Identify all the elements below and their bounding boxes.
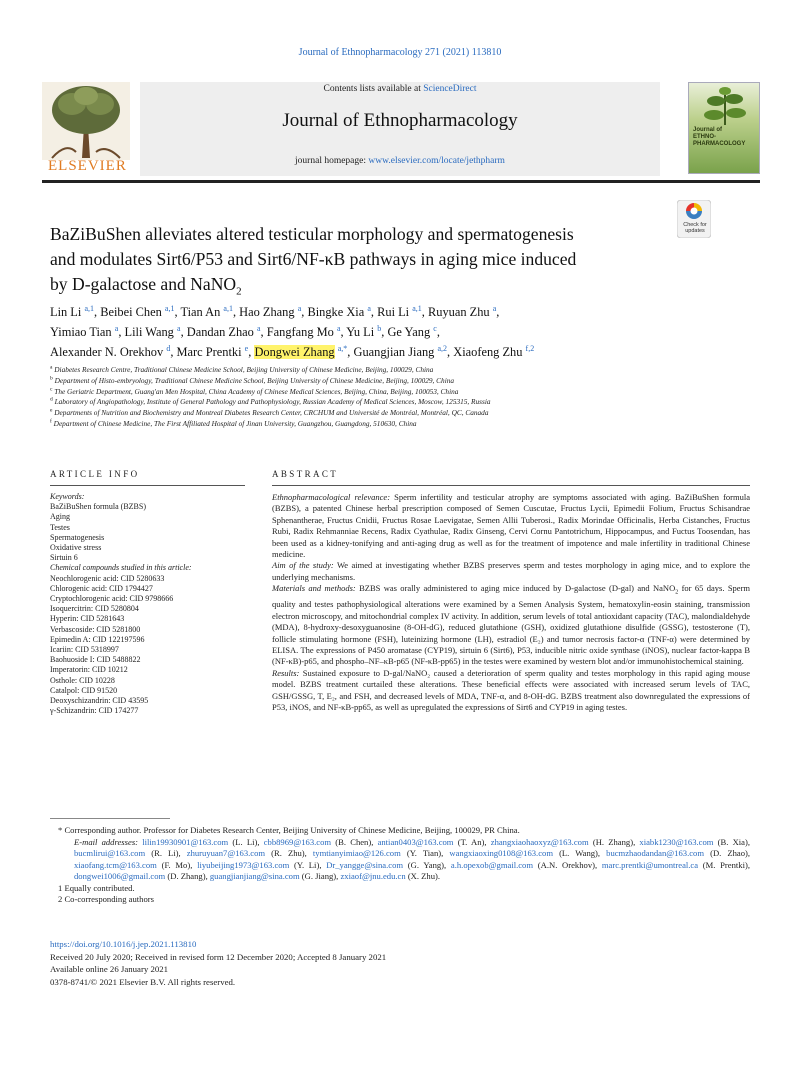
email-owner: (D. Zhao) [710, 848, 748, 858]
author-name: Lili Wang [124, 325, 174, 339]
author-affiliation-mark[interactable]: a,1 [223, 303, 233, 313]
author-name: Yu Li [346, 325, 375, 339]
email-link[interactable]: bucmlirui@163.com [74, 848, 146, 858]
contents-prefix: Contents lists available at [323, 84, 424, 94]
compound: Osthole: CID 10228 [50, 675, 115, 685]
author[interactable]: Yu Li $^b$, [346, 323, 388, 339]
journal-reference[interactable]: Journal of Ethnopharmacology 271 (2021) 113810 [298, 47, 502, 58]
affiliation [50, 387, 750, 398]
email-owner: (F. Mo) [161, 859, 191, 870]
author[interactable]: Ruyuan Zhu $^a$, [428, 303, 500, 319]
author-name: Marc Prentki [176, 345, 242, 359]
email-owner: (G. Yang) [407, 859, 445, 870]
author[interactable]: Bingke Xia $^a$, [307, 303, 378, 319]
affiliation [50, 376, 750, 387]
compound: γ-Schizandrin: CID 174277 [50, 706, 139, 716]
affiliation-text: Diabetes Research Centre, Traditional Chinese Medicine School, Beijing University of Chinese Medicine, Beijing, 100029, China [54, 365, 434, 374]
abstract-section-label: Aim of the study: [272, 560, 334, 571]
title-text: by D-galactose and NaNO [50, 274, 237, 294]
author-name: Lin Li [50, 305, 82, 319]
compounds-label: Chemical compounds studied in this article: [50, 563, 192, 573]
homepage-prefix: journal homepage: [295, 156, 369, 166]
keyword: Oxidative stress [50, 543, 102, 553]
sciencedirect-link[interactable]: ScienceDirect [423, 84, 477, 94]
corresponding-author[interactable]: Dongwei Zhang $^{a,*}$, [254, 343, 354, 359]
abstract-rule [272, 485, 750, 486]
author[interactable]: Guangjian Jiang $^{a,2}$, [353, 343, 454, 359]
author-affiliation-mark[interactable]: a [367, 303, 371, 313]
keyword: Testes [50, 522, 70, 532]
keywords-panel [50, 492, 245, 716]
abstract-relevance [272, 492, 750, 560]
author[interactable]: Beibei Chen $^{a,1}$, [100, 303, 181, 319]
journal-header [42, 82, 760, 178]
author-name: Xiaofeng Zhu [453, 345, 523, 359]
author[interactable]: Dandan Zhao $^a$, [186, 323, 267, 339]
email-link[interactable]: liyubeijing1973@163.com [197, 859, 290, 870]
email-owner: (L. Wang) [559, 848, 598, 858]
author-affiliation-mark[interactable]: a [492, 303, 497, 313]
compound: Icariin: CID 5318997 [50, 645, 119, 655]
author-name: Rui Li [377, 305, 410, 319]
cover-title-line: PHARMACOLOGY [693, 141, 746, 147]
author-name: Dandan Zhao [186, 325, 254, 339]
email-owner: (A.N. Orekhov) [537, 859, 595, 870]
cover-title-line: Journal of [693, 127, 723, 133]
abstract-section-text: Sustained exposure to D-gal/NaNO₂ caused a deterioration of sperm quality and testes morphology in this rapid aging mouse model. BZBS treatment curtailed these alterations. These beneficial effects were associated with increased serum levels of TAC, GSH/GSSG, T, E₂, and FSH, and decreased levels of MDA, TNF-α, and 8-OH-dG. BZBS treatment also downregulated the expressions of P53, iNOS, and NF-κB-pp65, as well as upregulated the expressions of Sirt6 and CYP19 in aging testes. [272, 667, 750, 712]
author-affiliation-mark[interactable]: a,1 [84, 303, 94, 313]
affiliation [50, 419, 750, 430]
compound: Deoxyschizandrin: CID 43595 [50, 696, 149, 706]
email-link[interactable]: dongwei1006@gmail.com [74, 871, 166, 881]
author[interactable]: Tian An $^{a,1}$, [180, 303, 240, 319]
affiliation-key: c [50, 386, 53, 393]
affiliation-key: f [50, 418, 52, 425]
author-name: Tian An [180, 305, 221, 319]
author-affiliation-mark[interactable]: b [377, 323, 382, 333]
email-owner: (L. Li) [232, 836, 258, 847]
compound: Verbascoside: CID 5281800 [50, 624, 141, 634]
author[interactable]: Alexander N. Orekhov $^d$, [50, 343, 177, 359]
author[interactable]: Fangfang Mo $^a$, [266, 323, 347, 339]
author-name: Ruyuan Zhu [428, 305, 490, 319]
author[interactable]: Lili Wang $^a$, [124, 323, 187, 339]
publisher-name: ELSEVIER [48, 158, 127, 174]
abstract-subscript: 2 [675, 589, 679, 596]
affiliation-text: Departments of Nutrition and Biochemistry and Montreal Diabetes Research Center, CRCHUM and Université de Montréal, Montréal, QC, Canada [54, 408, 489, 418]
email-link[interactable]: lilin19930901@163.com [142, 836, 229, 847]
author-affiliation-mark[interactable]: d [166, 343, 171, 353]
author-affiliation-mark[interactable]: a,2 [437, 343, 448, 353]
author-affiliation-mark[interactable]: c [433, 323, 437, 333]
author-name: Beibei Chen [100, 305, 162, 319]
author[interactable]: Hao Zhang $^a$, [239, 303, 308, 319]
article-info-rule [50, 485, 245, 486]
received-dates: Received 20 July 2020; Received in revised form 12 December 2020; Accepted 8 January 2021 [50, 951, 387, 962]
footnote-rule [50, 818, 170, 819]
email-link[interactable]: tymtianyimiao@126.com [312, 848, 401, 858]
email-addresses [50, 837, 750, 883]
compound: Hyperin: CID 5281643 [50, 614, 125, 624]
abstract-section-text: for 65 days. Sperm quality and testes pathophysiological alterations were examined by a Semen Analysis System, hematoxylin-eosin staining, transmission electron microscopy, and mitochondrial complex IV activity. In addition, serum levels of total antioxidant capacity (TAC), malondialdehyde (MDA), 8-hydroxy-desoxyguanosine (8-OH-dG), reduced glutathione (GSH), oxidized glutathione disulfide (GSSG), testosterone (T), follicle stimulating hormone (FSH), luteinizing hormone (LH), estradiol (E₂) and tumor necrosis factor-α (TNF-α) were determined by ELISA. The expressions of P450 aromatase (CYP19), sirtuin 6 (Sirt6), P53, inducible nitric oxide synthase (iNOS), nuclear factor-kappa B (NF-κB)-p65, and phospho–NF–κB-p65 (NF-κB-pp65) in the testes were examined by western blot and/or immunohistochemical staining. [272, 583, 751, 667]
keywords-label: Keywords: [50, 492, 85, 501]
affiliation-list [50, 365, 750, 430]
author[interactable]: Lin Li $^{a,1}$, [50, 303, 101, 319]
journal-banner [140, 82, 660, 176]
doi-link[interactable]: https://doi.org/10.1016/j.jep.2021.113810 [50, 939, 197, 949]
elsevier-tree-icon [42, 82, 130, 160]
article-title [50, 222, 660, 305]
email-link[interactable]: wangxiaoxing0108@163.com [449, 848, 553, 858]
email-owner: (R. Li) [151, 848, 179, 858]
author-affiliation-mark[interactable]: a,1 [412, 303, 422, 313]
email-link[interactable]: zxiaof@jnu.edu.cn [340, 871, 406, 881]
email-owner: (B. Xia) [717, 836, 748, 847]
compound: Isoquercitrin: CID 5280804 [50, 604, 139, 614]
email-link[interactable]: xiaofang.tcm@163.com [74, 859, 157, 870]
keyword: Sirtuin 6 [50, 553, 78, 563]
author[interactable] [453, 345, 534, 359]
title-line [50, 272, 660, 305]
title-line: BaZiBuShen alleviates altered testicular morphology and spermatogenesis [50, 224, 574, 244]
copyright: 0378-8741/© 2021 Elsevier B.V. All rights reserved. [50, 976, 236, 987]
email-owner: (Y. Tian) [406, 848, 442, 858]
footnote-equal-contribution: 1 Equally contributed. [58, 882, 135, 893]
email-link[interactable]: bucmzhaodandan@163.com [606, 848, 705, 858]
abstract-heading: ABSTRACT [272, 469, 339, 479]
author-name: Hao Zhang [239, 305, 295, 319]
title-subscript: 2 [236, 285, 242, 298]
email-link[interactable]: marc.prentki@umontreal.ca [601, 859, 699, 870]
author-name: Alexander N. Orekhov [50, 345, 164, 359]
author-name: Ge Yang [387, 325, 431, 339]
email-link[interactable]: zhangxiaohaoxyz@163.com [490, 836, 589, 847]
email-list: lilin19930901@163.com (L. Li), cbb8969@163.com (B. Chen), antian0403@163.com (T. An), zhangxiaohaoxyz@163.com (H. Zhang), xiabk1230@163.com (B. Xia), bucmlirui@163.com (R. Li), zhuruyuan7@163.com (R. Zhu), tymtianyimiao@126.com (Y. Tian), wangxiaoxing0108@163.com (L. Wang), bucmzhaodandan@163.com (D. Zhao), xiaofang.tcm@163.com (F. Mo), liyubeijing1973@163.com (Y. Li), Dr_yangge@sina.com (G. Yang), a.h.opexob@gmail.com (A.N. Orekhov), marc.prentki@umontreal.ca (M. Prentki), dongwei1006@gmail.com (D. Zhang), guangjianjiang@sina.com (G. Jiang), zxiaof@jnu.edu.cn (X. Zhu). [74, 836, 751, 881]
email-link[interactable]: antian0403@163.com [377, 836, 454, 847]
homepage-link[interactable]: www.elsevier.com/locate/jethpharm [368, 156, 505, 166]
affiliation-key: d [50, 396, 53, 403]
email-link[interactable]: xiabk1230@163.com [639, 836, 714, 847]
email-owner: (B. Chen) [335, 836, 372, 847]
cover-title [693, 127, 745, 148]
affiliation [50, 397, 750, 408]
header-divider [42, 180, 760, 183]
author-name: Yimiao Tian [50, 325, 112, 339]
cover-plant-icon [690, 85, 760, 125]
keyword: BaZiBuShen formula (BZBS) [50, 502, 146, 512]
abstract-results [272, 668, 750, 714]
affiliation-key: a [50, 364, 53, 371]
email-owner: (G. Jiang) [301, 871, 337, 881]
author-affiliation-mark[interactable]: a [336, 323, 341, 333]
email-link[interactable]: a.h.opexob@gmail.com [450, 859, 534, 870]
author-affiliation-mark[interactable]: a [297, 303, 302, 313]
email-link[interactable]: Dr_yangge@sina.com [326, 859, 404, 870]
affiliation-key: b [50, 375, 53, 382]
author-affiliation-mark[interactable]: e [244, 343, 249, 353]
footnotes [50, 825, 750, 906]
elsevier-logo [42, 82, 130, 174]
author-list [50, 302, 710, 362]
compound: Catalpol: CID 91520 [50, 685, 118, 695]
cover-title-line: ETHNO- [693, 134, 716, 140]
compound: Chlorogenic acid: CID 1794427 [50, 583, 153, 593]
abstract-aim [272, 560, 750, 583]
email-label: E-mail addresses: [74, 836, 139, 847]
author-affiliation-mark[interactable]: a [114, 323, 119, 333]
journal-cover-thumbnail[interactable] [688, 82, 760, 174]
compound: Neochlorogenic acid: CID 5280633 [50, 573, 165, 583]
compound: Epimedin A: CID 122197596 [50, 634, 145, 644]
keyword: Spermatogenesis [50, 532, 105, 542]
author[interactable]: Marc Prentki $^e$, [176, 343, 255, 359]
author-affiliation-mark[interactable]: a [177, 323, 181, 333]
author[interactable]: Rui Li $^{a,1}$, [377, 303, 428, 319]
author-name: Guangjian Jiang [353, 345, 435, 359]
corresponding-author-note: * Corresponding author. Professor for Diabetes Research Center, Beijing University of Chinese Medicine, Beijing, 100029, PR China. [58, 825, 520, 835]
email-owner: (D. Zhang) [167, 871, 206, 881]
check-for-updates-label[interactable]: Check for updates [683, 222, 707, 234]
abstract-section-text: BZBS was orally administered to aging mice induced by D-galactose (D-gal) and NaNO [355, 583, 676, 594]
abstract-section-text: We aimed at investigating whether BZBS preserves sperm and testes morphology in aging mice, and to explore the underlying mechanisms. [272, 560, 750, 582]
abstract-body [272, 492, 750, 713]
email-owner: (T. An) [457, 836, 485, 847]
email-link[interactable]: cbb8969@163.com [263, 836, 332, 847]
affiliation-text: Department of Chinese Medicine, The First Affiliated Hospital of Jinan University, Guangzhou, Guangdong, 510630, China [53, 418, 417, 428]
email-owner: (M. Prentki) [702, 859, 748, 870]
affiliation [50, 365, 750, 376]
email-owner: (R. Zhu) [271, 848, 305, 858]
footnote-co-corresponding: 2 Co-corresponding authors [58, 894, 154, 904]
publication-info [50, 938, 650, 988]
keyword: Aging [50, 512, 70, 522]
email-owner: (X. Zhu) [407, 871, 438, 881]
email-owner: (H. Zhang) [592, 836, 634, 847]
homepage-line [140, 156, 660, 166]
article-info-heading: ARTICLE INFO [50, 469, 140, 479]
journal-name: Journal of Ethnopharmacology [282, 110, 518, 131]
author-affiliation-mark[interactable]: a,1 [164, 303, 175, 313]
compound: Imperatorin: CID 10212 [50, 665, 128, 675]
available-online: Available online 26 January 2021 [50, 964, 169, 974]
affiliation-text: Department of Histo-embryology, Traditional Chinese Medicine School, Beijing University of Chinese Medicine, Beijing, 100029, China [54, 375, 455, 385]
compound: Cryptochlorogenic acid: CID 9798666 [50, 594, 174, 604]
contents-line [140, 84, 660, 94]
abstract-section-label: Results: [272, 667, 300, 678]
author[interactable]: Ge Yang $^c$, [387, 323, 440, 339]
author[interactable]: Yimiao Tian $^a$, [50, 323, 125, 339]
abstract-methods [272, 583, 750, 668]
abstract-section-text: Sperm infertility and testicular atrophy are symptoms associated with aging. BaZiBuShen formula (BZBS), a patented Chinese herbal prescription composed of Semen Cuscutae, Fructus Lycii, Epimedii Folium, Fructus Schisandrae Sphenantherae, Fructus Cnidii, Fructus Rosae Laevigatae, Semen Allii Tuberosi., Radix Morindae Officinalis, Herba Cistanches, Fructus Rubi, Radix Rehmanniae Recens, Radix Cyathulae, Radix Ginseng, Cervi Cornu Pantotrichum, Hippocampus, and Fuctus Toosendan, has been used as a kidney-tonifying and anti-aging drug as well as for the treatment of impotence and male infertility in traditional Chinese medicine. [272, 492, 750, 560]
affiliation-text: The Geriatric Department, Guang'an Men Hospital, China Academy of Chinese Medical Sciences, Beijing, China, Beijing, 100053, China [54, 386, 459, 396]
affiliation [50, 408, 750, 419]
abstract-section-label: Materials and methods: [272, 583, 356, 594]
compound: Baohuoside I: CID 5488822 [50, 655, 141, 665]
affiliation-text: Laboratory of Angiopathology, Institute of General Pathology and Pathophysiology, Russian Academy of Medical Sciences, Moscow, 125315, Russia [54, 397, 491, 407]
email-link[interactable]: guangjianjiang@sina.com [209, 871, 300, 881]
affiliation-key: e [50, 407, 53, 414]
author-affiliation-mark[interactable]: a [256, 323, 261, 333]
author-name-highlighted: Dongwei Zhang [254, 345, 335, 359]
author-affiliation-mark[interactable]: a,* [337, 343, 348, 353]
email-owner: (Y. Li) [293, 859, 320, 870]
author-affiliation-mark[interactable]: f,2 [525, 343, 535, 353]
abstract-section-label: Ethnopharmacological relevance: [272, 492, 391, 502]
author-name: Bingke Xia [307, 305, 365, 319]
title-line: and modulates Sirt6/P53 and Sirt6/NF-κB pathways in aging mice induced [50, 249, 577, 269]
author-name: Fangfang Mo [266, 325, 334, 339]
email-link[interactable]: zhuruyuan7@163.com [186, 848, 266, 858]
